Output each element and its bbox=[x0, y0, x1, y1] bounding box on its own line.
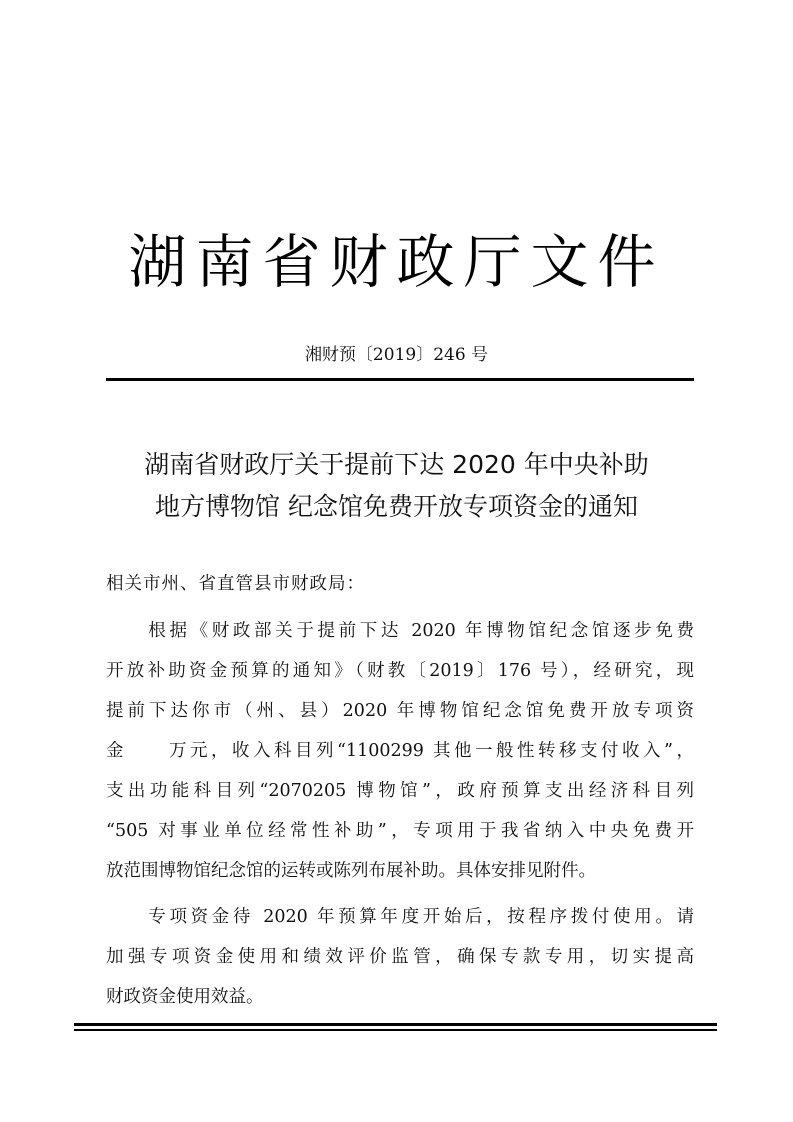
salutation: 相关市州、省直管县市财政局： bbox=[106, 574, 365, 594]
body-line: “505 对事业单位经常性补助”，专项用于我省纳入中央免费开 bbox=[106, 821, 694, 841]
body-line: 开放补助资金预算的通知》（财教〔2019〕176 号），经研究，现 bbox=[106, 661, 694, 681]
header-divider bbox=[106, 378, 694, 381]
document-number: 湘财预〔2019〕246 号 bbox=[304, 345, 489, 365]
notice-title-line-2: 地方博物馆 纪念馆免费开放专项资金的通知 bbox=[155, 492, 638, 521]
document-header-title: 湖南省财政厅文件 bbox=[128, 228, 665, 296]
body-line: 加强专项资金使用和绩效评价监管，确保专款专用，切实提高 bbox=[106, 947, 694, 967]
body-text bbox=[106, 611, 694, 1017]
footer-divider-thin bbox=[74, 1029, 717, 1031]
notice-title bbox=[80, 444, 713, 528]
notice-title-line-1: 湖南省财政厅关于提前下达 2020 年中央补助 bbox=[144, 450, 649, 479]
body-line: 财政资金使用效益。 bbox=[106, 987, 264, 1007]
body-line: 专项资金待 2020 年预算年度开始后，按程序拨付使用。请 bbox=[106, 907, 694, 927]
body-line: 支出功能科目列“2070205 博物馆”，政府预算支出经济科目列 bbox=[106, 781, 694, 801]
body-line: 提前下达你市（州、县）2020 年博物馆纪念馆免费开放专项资 bbox=[106, 701, 694, 721]
body-line: 根据《财政部关于提前下达 2020 年博物馆纪念馆逐步免费 bbox=[106, 621, 694, 641]
body-line: 放范围博物馆纪念馆的运转或陈列布展补助。具体安排见附件。 bbox=[106, 861, 596, 881]
footer-divider-thick bbox=[74, 1023, 717, 1026]
body-line: 金 万元，收入科目列“1100299 其他一般性转移支付收入”， bbox=[106, 741, 694, 761]
